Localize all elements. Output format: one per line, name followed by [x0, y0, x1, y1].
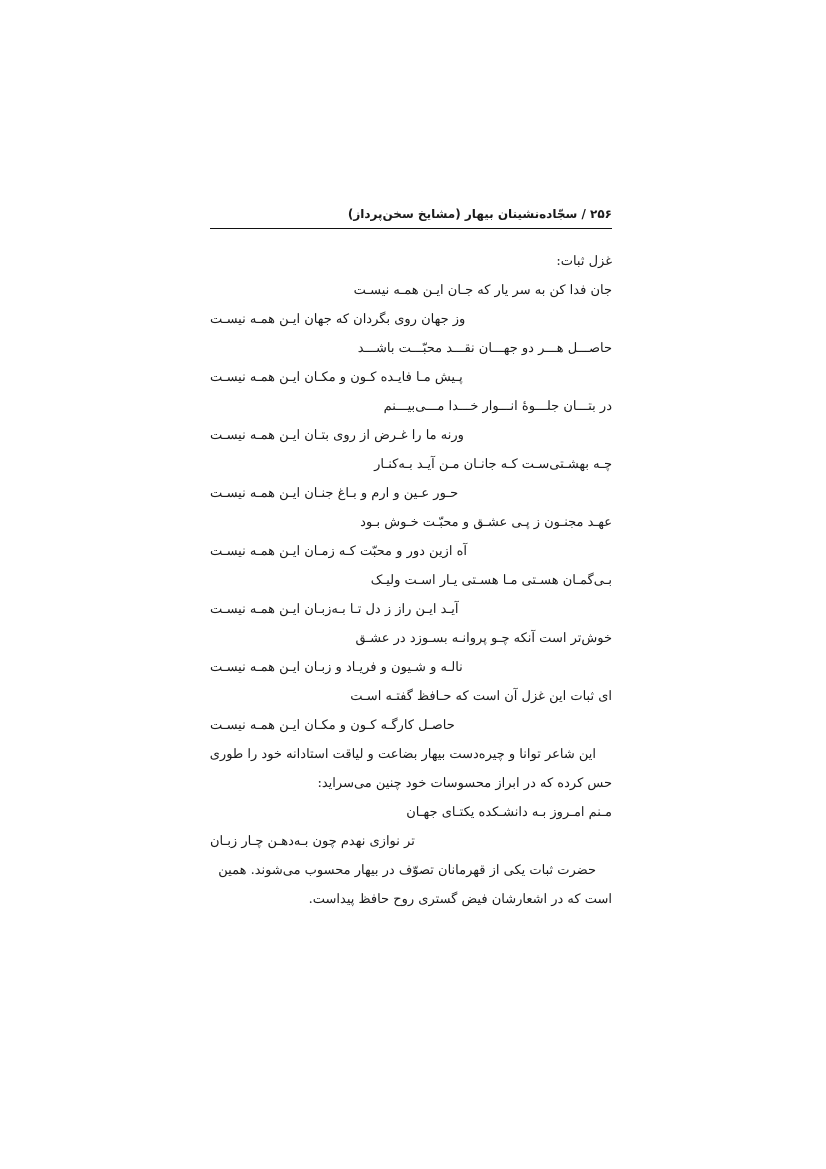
verse-second-hemistich: وز جهان روی بگردان که جهان ایـن همـه نیسـت	[210, 312, 466, 327]
verse-first-hemistich: در بتـــان جلـــوهٔ انـــوار خـــدا مـــی‌بیـــنم	[383, 399, 612, 414]
verse-second-hemistich: آه ازین دور و محبّت کـه زمـان ایـن همـه نیسـت	[210, 544, 468, 559]
verse-first-hemistich: ای ثبات این غزل آن است که حـافظ گفتـه اسـت	[350, 689, 612, 704]
book-page	[210, 200, 612, 914]
paragraph-line: حس کرده که در ابراز محسوسات خود چنین می‌سراید:	[317, 776, 612, 791]
verse-first-hemistich: بـی‌گمـان هسـتی مـا هسـتی یـار اسـت ولیـک	[370, 573, 612, 588]
verse-second-hemistich: پـیش مـا فایـده کـون و مکـان ایـن همـه نیسـت	[210, 370, 463, 385]
running-header: ۲۵۶ / سجّاده‌نشینان بیهار (مشایخ سخن‌پرداز)	[210, 200, 612, 229]
paragraph-line: این شاعر توانا و چیره‌دست بیهار بضاعت و لیاقت استادانه خود را طوری	[209, 747, 596, 762]
prose-paragraph	[210, 856, 612, 914]
prose-paragraph	[210, 740, 612, 798]
page-body	[210, 247, 612, 914]
verse-first-hemistich: مـنم امـروز بـه دانشـکده یکتـای جهـان	[406, 805, 612, 820]
quoted-couplet	[210, 798, 612, 856]
paragraph-line: است که در اشعارشان فیض گستری روح حافظ پیداست.	[308, 892, 612, 907]
verse-second-hemistich: ورنه ما را غـرض از روی بتـان ایـن همـه نیسـت	[210, 428, 464, 443]
verse-first-hemistich: حاصـــل هـــر دو جهـــان نقـــد محبّـــت باشـــد	[357, 341, 612, 356]
paragraph-line: حضرت ثبات یکی از قهرمانان تصوّف در بیهار محسوب می‌شوند. همین	[218, 863, 596, 878]
verse-first-hemistich: جان فدا کن به سر یار که جـان ایـن همـه نیسـت	[353, 283, 612, 298]
poem	[210, 276, 612, 740]
section-heading: غزل ثبات:	[556, 254, 612, 269]
verse-second-hemistich: تر نوازی نهدم چون بـه‌دهـن چـار زبـان	[210, 834, 415, 849]
verse-first-hemistich: خوش‌تر است آنکه چـو پروانـه بسـوزد در عشـق	[355, 631, 612, 646]
verse-second-hemistich: حـور عـین و ارم و بـاغ جنـان ایـن همـه نیسـت	[210, 486, 459, 501]
verse-second-hemistich: نالـه و شـیون و فریـاد و زبـان ایـن همـه نیسـت	[210, 660, 463, 675]
verse-second-hemistich: حاصـل کارگـه کـون و مکـان ایـن همـه نیسـت	[210, 718, 455, 733]
verse-first-hemistich: عهـد مجنـون ز پـی عشـق و محبّـت خـوش بـود	[360, 515, 612, 530]
verse-second-hemistich: آیـد ایـن راز ز دل تـا بـه‌زبـان ایـن همـه نیسـت	[210, 602, 459, 617]
verse-first-hemistich: چـه بهشـتی‌سـت کـه جانـان مـن آیـد بـه‌کنـار	[374, 457, 612, 472]
